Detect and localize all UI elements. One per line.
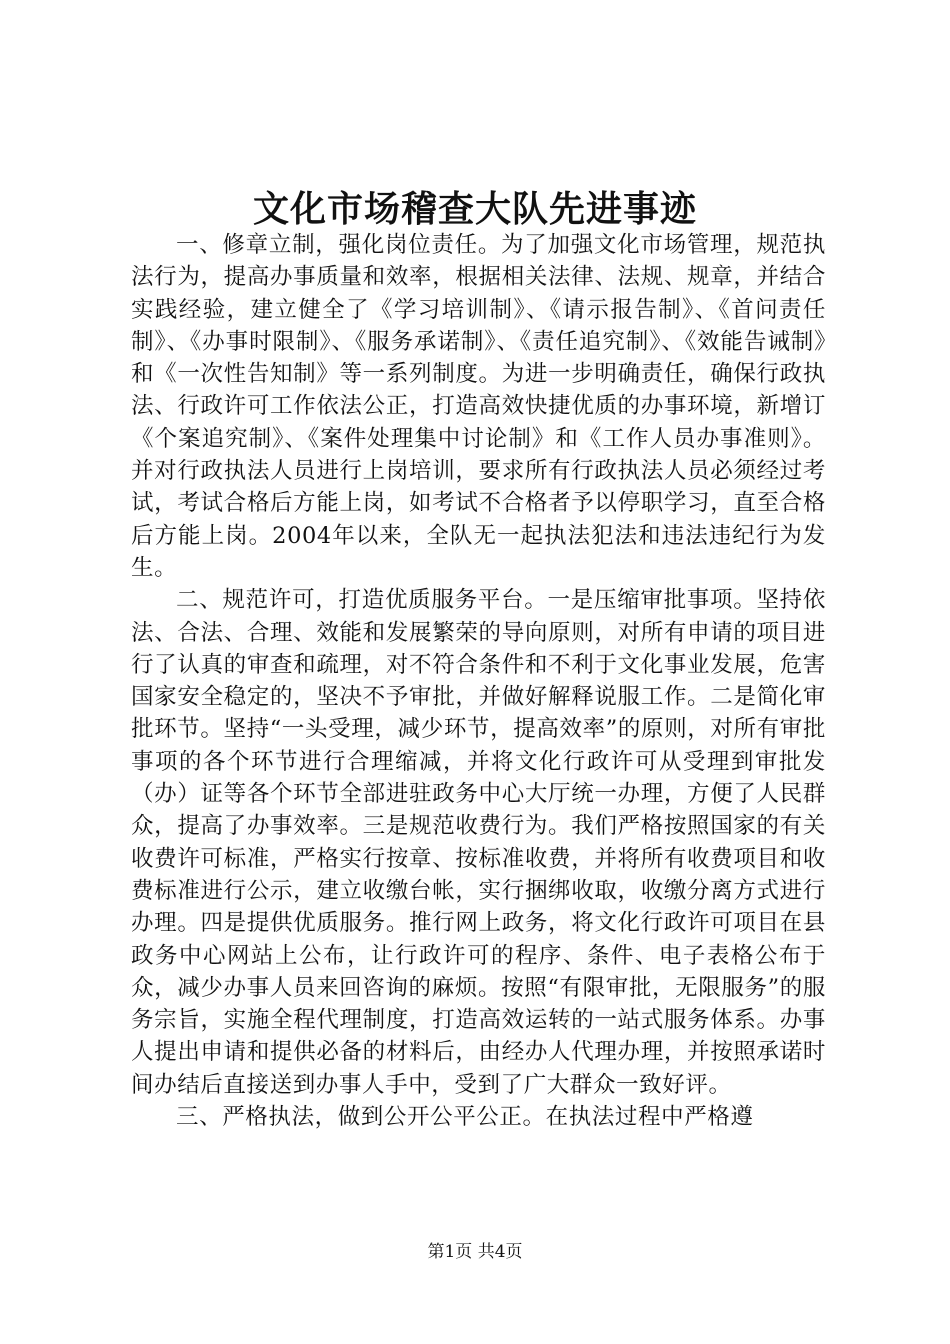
document-title: 文化市场稽查大队先进事迹 [252, 188, 697, 230]
paragraph-3: 三、严格执法，做到公开公平公正。在执法过程中严格遵 [176, 1104, 754, 1131]
page-number-footer: 第1页 共4页 [427, 1242, 523, 1262]
document-body [131, 229, 826, 1133]
paragraph-2: 二、规范许可，打造优质服务平台。一是压缩审批事项。坚持依法、合法、合理、效能和发展繁荣的导向原则，对所有申请的项目进行了认真的审查和疏理，对不符合条件和不利于文化事业发展，危害国家安全稳定的，坚决不予审批，并做好解释说服工作。二是简化审批环节。坚持“一头受理，减少环节，提高效率”的原则，对所有审批事项的各个环节进行合理缩减，并将文化行政许可从受理到审批发（办）证等各个环节全部进驻政务中心大厅统一办理，方便了人民群众，提高了办事效率。三是规范收费行为。我们严格按照国家的有关收费许可标准，严格实行按章、按标准收费，并将所有收费项目和收费标准进行公示，建立收缴台帐，实行捆绑收取，收缴分离方式进行办理。四是提供优质服务。推行网上政务，将文化行政许可项目在县政务中心网站上公布，让行政许可的程序、条件、电子表格公布于众，减少办事人员来回咨询的麻烦。按照“有限审批，无限服务”的服务宗旨，实施全程代理制度，打造高效运转的一站式服务体系。办事人提出申请和提供必备的材料后，由经办人代理办理，并按照承诺时间办结后直接送到办事人手中，受到了广大群众一致好评。 [131, 587, 826, 1098]
paragraph-1: 一、修章立制，强化岗位责任。为了加强文化市场管理，规范执法行为，提高办事质量和效率，根据相关法律、法规、规章，并结合实践经验，建立健全了《学习培训制》、《请示报告制》、《首问责任制》、《办事时限制》、《服务承诺制》、《责任追究制》、《效能告诫制》和《一次性告知制》等一系列制度。为进一步明确责任，确保行政执法、行政许可工作依法公正，打造高效快捷优质的办事环境，新增订《个案追究制》、《案件处理集中讨论制》和《工作人员办事准则》。并对行政执法人员进行上岗培训，要求所有行政执法人员必须经过考试，考试合格后方能上岗，如考试不合格者予以停职学习，直至合格后方能上岗。2004年以来，全队无一起执法犯法和违法违纪行为发生。 [131, 232, 826, 581]
